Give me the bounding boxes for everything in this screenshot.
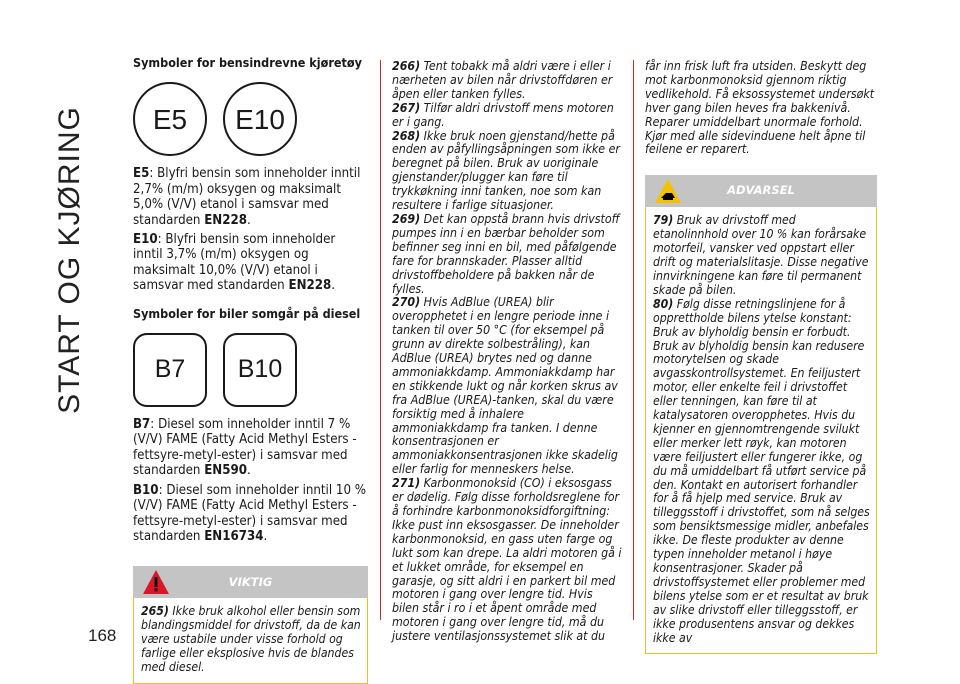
- side-title: START OG KJØRING: [53, 106, 86, 414]
- advarsel-header: [645, 175, 877, 207]
- e5-fuel-symbol-icon: E5: [133, 82, 207, 156]
- advarsel-body: [645, 207, 877, 654]
- note-270: 270) Hvis AdBlue (UREA) blir overopphetet i en lengre periode inne i tanken til over 50 °C (for eksempel på grunn av direkte solbestråling), kan AdBlue (UREA) brytes ned og danne ammoniakkdamp. Ammoniakkdamp har en stikkende lukt og når korken skrus av fra AdBlue (UREA)-tanken, skal du være forsiktig med å inhalere ammoniakkdamp fra tanken. I denne konsentrasjonen er ammoniakkonsentrasjonen ikke skadelig eller farlig for menneskers helse.: [392, 295, 618, 477]
- note-271: 271) Karbonmonoksid (CO) i eksosgass er dødelig. Følg disse forholdsreglene for å forhindre karbonmonoksidforgiftning: Ikke pust inn eksosgasser. De inneholder karbonmonoksid, en gass uten farge og lukt som kan drepe. La aldri motoren gå i et lukket område, for eksempel en garasje, og sitt aldri i en parkert bil med motoren i gang over lengre tid. Hvis bilen står i ro i et åpent område med motoren i gang over lengre tid, må du justere ventilasjonssystemet slik at du: [392, 476, 622, 644]
- column-divider-left: [380, 60, 381, 620]
- advarsel-box: [645, 175, 877, 654]
- page-number: 168: [88, 626, 117, 645]
- viktig-body: [133, 598, 368, 684]
- column-3: [645, 60, 877, 654]
- column-2: [392, 60, 622, 644]
- caution-triangle-icon: [653, 177, 683, 205]
- column-1: [133, 55, 368, 684]
- b7-description: B7: Diesel som inneholder inntil 7 % (V/V) FAME (Fatty Acid Methyl Esters - fettsyre-metyl-ester) i samsvar med standarden EN590.: [133, 417, 357, 479]
- e5-description: E5: Blyfri bensin som inneholder inntil 2,7% (m/m) oksygen og maksimalt 5,0% (V/V) etanol i samsvar med standarden EN228.: [133, 166, 361, 228]
- viktig-box: [133, 566, 368, 684]
- column-divider-right: [633, 60, 634, 620]
- petrol-symbols-heading: Symboler for bensindrevne kjøretøy: [133, 55, 362, 70]
- warning-triangle-icon: [141, 568, 171, 596]
- advarsel-title: ADVARSEL: [727, 183, 795, 198]
- note-271-continued: får inn frisk luft fra utsiden. Beskytt deg mot karbonmonoksid gjennom riktig vedlikehold. Få eksossystemet undersøkt hver gang bilen heves fra bakkenivå. Reparer umiddelbart unormale forhold. Kjør med alle sidevinduene helt åpne til feilene er reparert.: [645, 59, 875, 157]
- note-266: 266) Tent tobakk må aldri være i eller i nærheten av bilen når drivstoffdøren er åpen eller tanken fylles.: [392, 59, 613, 101]
- diesel-symbols-heading: Symboler for biler somgår på diesel: [133, 305, 361, 321]
- e10-fuel-symbol-icon: E10: [223, 82, 297, 156]
- note-269: 269) Det kan oppstå brann hvis drivstoff pumpes inn i en bærbar beholder som befinner seg inni en bil, med påfølgende fare for brannskader. Plasser alltid drivstoffbeholdere på bakken når de fylles.: [392, 211, 620, 296]
- b10-description: B10: Diesel som inneholder inntil 10 % (V/V) FAME (Fatty Acid Methyl Esters - fettsyre-metyl-ester) i samsvar med standarden EN16734.: [133, 482, 367, 544]
- viktig-title: VIKTIG: [228, 574, 273, 589]
- note-267: 267) Tilfør aldri drivstoff mens motoren er i gang.: [392, 100, 614, 129]
- b7-fuel-symbol-icon: B7: [133, 333, 207, 407]
- viktig-note-265: 265) Ikke bruk alkohol eller bensin som blandingsmiddel for drivstoff, da de kan være ustabile under visse forhold og farlige eller eksplosive hvis de blandes med diesel.: [141, 604, 361, 674]
- diesel-symbol-icons: [133, 333, 368, 407]
- e10-description: E10: Blyfri bensin som inneholder inntil 3,7% (m/m) oksygen og maksimalt 10,0% (V/V) etanol i samsvar med standarden EN228.: [133, 232, 336, 294]
- viktig-header: [133, 566, 368, 598]
- b10-fuel-symbol-icon: B10: [223, 333, 297, 407]
- advarsel-note-79: 79) Bruk av drivstoff med etanolinnhold over 10 % kan forårsake motorfeil, vansker ved oppstart eller drift og materialslitasje. Disse negative innvirkningene kan føre til permanent skade på bilen.: [653, 213, 869, 297]
- petrol-symbol-icons: [133, 82, 368, 156]
- note-268: 268) Ikke bruk noen gjenstand/hette på enden av påfyllingsåpningen som ikke er beregnet på bilen. Bruk av uoriginale gjenstander/plugger kan føre til trykkøkning inni tanken, noe som kan resultere i farlige situasjoner.: [392, 128, 620, 213]
- advarsel-note-80: 80) Følg disse retningslinjene for å opprettholde bilens ytelse konstant: Bruk av blyholdig bensin er forbudt. Bruk av blyholdig bensin kan redusere motorytelsen og skade avgasskontrollsystemet. En feiljustert motor, eller enkelte feil i drivstoffet eller tenningen, kan føre til at katalysatoren overopphetes. Hvis du kjenner en gjennomtrengende svilukt eller merker lett røyk, kan motoren være feiljustert eller fungerer ikke, og du må umiddelbart få utført service på den. Kontakt en autorisert forhandler for å få hjelp med service. Bruk av tilleggsstoff i drivstoffet, som nå selges som bensiktsmessige midler, anbefales ikke. De fleste produkter av denne typen inneholder metanol i høye konsentrasjoner. Skader på drivstoffsystemet eller problemer med bilens ytelse som er et resultat av bruk av slike drivstoff eller tilleggsstoff, er ikke produsentens ansvar og dekkes ikke av: [653, 296, 870, 645]
